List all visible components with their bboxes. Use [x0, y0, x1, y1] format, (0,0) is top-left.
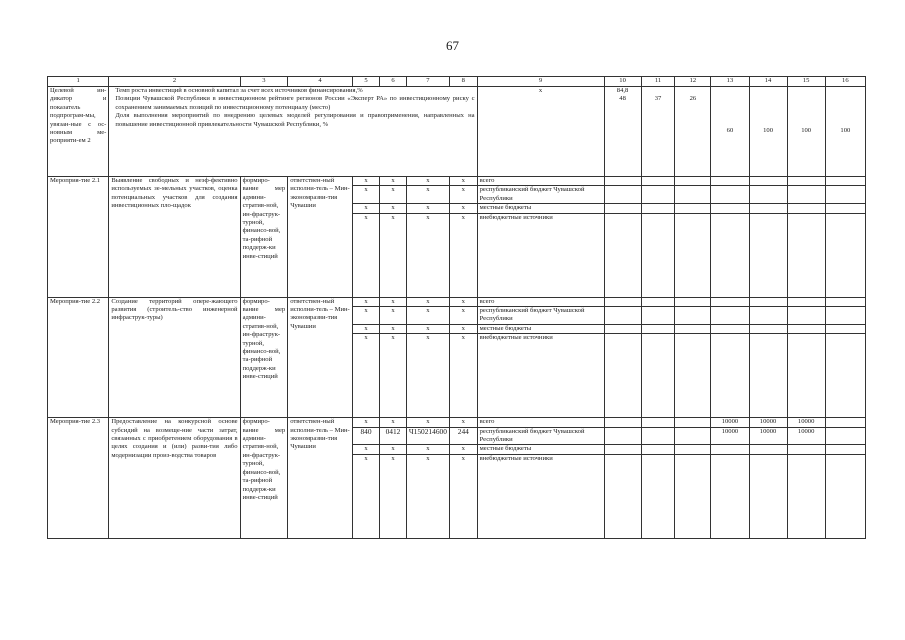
cell-source: внебюджетные источники	[477, 454, 604, 538]
activity-description: Выявление свободных и неэф-фективно используемых зе-мельных участков, оценка потенциальных участков для создания инвестиционных пло-щадок	[109, 177, 240, 298]
value-cell	[711, 454, 749, 538]
value-cell	[749, 213, 787, 297]
page-number: 67	[446, 38, 459, 53]
cell-target-article: x	[406, 418, 449, 427]
value-cell: 10000	[711, 418, 749, 427]
value-cell	[711, 186, 749, 204]
activity-label: Мероприя-тие 2.2	[48, 297, 109, 418]
target-col16	[825, 87, 865, 177]
target-col10	[604, 87, 641, 177]
header-cell: 8	[450, 77, 478, 87]
value-cell	[711, 297, 749, 306]
cell-section: x	[380, 186, 406, 204]
header-cell: 14	[749, 77, 787, 87]
activity-executor: ответствен-ный исполни-тель – Мин-экономразви-тия Чувашии	[288, 297, 353, 418]
cell-grbs: x	[352, 418, 380, 427]
value-cell	[711, 445, 749, 454]
header-cell: 11	[641, 77, 675, 87]
cell-expense-type: x	[450, 177, 478, 186]
header-cell: 1	[48, 77, 109, 87]
value-cell	[787, 186, 825, 204]
value-cell	[749, 186, 787, 204]
cell-section: x	[380, 307, 406, 325]
value-cell: 100	[763, 127, 773, 135]
activity-label: Мероприя-тие 2.1	[48, 177, 109, 298]
indicator-line: Доля выполнения мероприятий по внедрению целевых моделей регулирования и правоприменения, направленных на повышение инвестиционной привлекательности Чувашской Республики, %	[115, 112, 475, 128]
value-cell	[711, 177, 749, 186]
cell-target-article: x	[406, 204, 449, 213]
activity-executor: ответствен-ный исполни-тель – Мин-экономразви-тия Чувашии	[288, 177, 353, 298]
header-cell: 15	[787, 77, 825, 87]
value-cell	[749, 307, 787, 325]
cell-expense-type: x	[450, 307, 478, 325]
value-cell	[787, 334, 825, 418]
header-row	[48, 77, 866, 87]
cell-expense-type: x	[450, 297, 478, 306]
cell-grbs: x	[352, 307, 380, 325]
activity-label: Мероприя-тие 2.3	[48, 418, 109, 539]
cell-target-article: x	[406, 186, 449, 204]
cell-grbs: x	[352, 445, 380, 454]
cell-source: всего	[477, 418, 604, 427]
cell-section: x	[380, 334, 406, 418]
cell-section: x	[380, 177, 406, 186]
value-cell	[711, 213, 749, 297]
value-cell	[787, 445, 825, 454]
cell-expense-type: x	[450, 213, 478, 297]
value-cell: 10000	[787, 427, 825, 445]
value-cell	[787, 204, 825, 213]
cell-target-article: x	[406, 454, 449, 538]
cell-source: местные бюджеты	[477, 445, 604, 454]
header-cell: 16	[825, 77, 865, 87]
cell-source: всего	[477, 297, 604, 306]
cell-section: 0412	[380, 427, 406, 445]
cell-grbs: x	[352, 334, 380, 418]
header-cell: 7	[406, 77, 449, 87]
cell-target-article: x	[406, 297, 449, 306]
value-cell: 84,8	[616, 87, 629, 94]
value-cell: 100	[801, 127, 812, 135]
header-cell: 9	[477, 77, 604, 87]
cell-grbs: x	[352, 454, 380, 538]
value-cell: 60	[726, 127, 734, 135]
cell-grbs: x	[352, 186, 380, 204]
value-cell	[787, 213, 825, 297]
cell-source: местные бюджеты	[477, 324, 604, 333]
cell-expense-type: 244	[450, 427, 478, 445]
header-cell: 12	[675, 77, 711, 87]
cell-source: республиканский бюджет Чувашской Республики	[477, 307, 604, 325]
cell-grbs: x	[352, 324, 380, 333]
value-cell	[787, 454, 825, 538]
header-cell: 13	[711, 77, 749, 87]
cell-expense-type: x	[450, 186, 478, 204]
cell-source: республиканский бюджет Чувашской Республики	[477, 427, 604, 445]
target-col9: x	[477, 87, 604, 177]
value-cell	[749, 177, 787, 186]
cell-section: x	[380, 204, 406, 213]
value-cell: 37	[654, 95, 662, 103]
cell-expense-type: x	[450, 445, 478, 454]
header-cell: 6	[380, 77, 406, 87]
cell-expense-type: x	[450, 204, 478, 213]
activity-row	[48, 177, 866, 186]
value-cell	[711, 204, 749, 213]
value-cell	[711, 307, 749, 325]
target-col14	[749, 87, 787, 177]
cell-grbs: x	[352, 297, 380, 306]
value-cell	[749, 204, 787, 213]
activity-executor: ответствен-ный исполни-тель – Мин-экономразви-тия Чувашии	[288, 418, 353, 539]
cell-target-article: x	[406, 334, 449, 418]
target-indicators-row	[48, 87, 866, 177]
cell-target-article: Ч150214600	[406, 427, 449, 445]
value-cell	[749, 324, 787, 333]
value-cell: 10000	[787, 418, 825, 427]
cell-target-article: x	[406, 307, 449, 325]
cell-expense-type: x	[450, 454, 478, 538]
target-col12	[675, 87, 711, 177]
value-cell	[787, 307, 825, 325]
cell-source: внебюджетные источники	[477, 334, 604, 418]
value-cell: 100	[840, 127, 851, 135]
value-cell: 10000	[711, 427, 749, 445]
value-cell: 10000	[749, 418, 787, 427]
activity-description: Создание территорий опере-жающего развития (строитель-ство инженерной инфраструк-туры)	[109, 297, 240, 418]
header-cell: 3	[240, 77, 288, 87]
activity-row	[48, 297, 866, 306]
budget-table	[47, 76, 866, 539]
value-cell	[711, 324, 749, 333]
cell-section: x	[380, 324, 406, 333]
activity-description: Предоставление на конкурсной основе субсидий на возмеще-ние части затрат, связанных с приобретением оборудования в целях создания и (или) разви-тия либо модернизации произ-водства товаров	[109, 418, 240, 539]
activity-goal: формиро-вание мер админи-стратив-ной, ин-фраструк-турной, финансо-вой, та-рифной поддерж-ки инве-стиций	[240, 297, 288, 418]
indicator-line: Позиции Чувашской Республики в инвестиционном рейтинге регионов России «Эксперт РА» по инвестиционному риску с сохранением занимаемых позиций по инвестиционному потенциалу (место)	[115, 95, 475, 111]
cell-grbs: x	[352, 213, 380, 297]
value-cell	[749, 454, 787, 538]
cell-section: x	[380, 213, 406, 297]
target-label: Целевой ин-дикатор и показатель подпрограм-мы, увязан-ные с ос-новным ме-роприяти-ем 2	[48, 87, 109, 177]
cell-section: x	[380, 418, 406, 427]
cell-source: внебюджетные источники	[477, 213, 604, 297]
value-cell	[787, 297, 825, 306]
cell-source: местные бюджеты	[477, 204, 604, 213]
target-col11	[641, 87, 675, 177]
value-cell: 26	[689, 95, 697, 103]
value-cell	[711, 334, 749, 418]
target-col15	[787, 87, 825, 177]
value-cell	[749, 445, 787, 454]
activity-goal: формиро-вание мер админи-стратив-ной, ин-фраструк-турной, финансо-вой, та-рифной поддерж-ки инве-стиций	[240, 177, 288, 298]
cell-target-article: x	[406, 445, 449, 454]
cell-expense-type: x	[450, 334, 478, 418]
cell-expense-type: x	[450, 418, 478, 427]
cell-grbs: x	[352, 204, 380, 213]
activity-row	[48, 418, 866, 427]
value-cell	[749, 297, 787, 306]
cell-section: x	[380, 454, 406, 538]
cell-grbs: 840	[352, 427, 380, 445]
cell-expense-type: x	[450, 324, 478, 333]
target-col13	[711, 87, 749, 177]
target-text	[109, 87, 477, 177]
activity-goal: формиро-вание мер админи-стратив-ной, ин-фраструк-турной, финансо-вой, та-рифной поддерж-ки инве-стиций	[240, 418, 288, 539]
cell-target-article: x	[406, 324, 449, 333]
value-cell	[787, 324, 825, 333]
value-cell	[749, 334, 787, 418]
cell-target-article: x	[406, 213, 449, 297]
cell-section: x	[380, 297, 406, 306]
value-cell: 10000	[749, 427, 787, 445]
cell-source: республиканский бюджет Чувашской Республики	[477, 186, 604, 204]
cell-section: x	[380, 445, 406, 454]
header-cell: 5	[352, 77, 380, 87]
header-cell: 2	[109, 77, 240, 87]
header-cell: 10	[604, 77, 641, 87]
value-cell: 48	[619, 95, 626, 103]
indicator-line: Темп роста инвестиций в основной капитал за счет всех источников финансирования,%	[115, 87, 363, 94]
cell-source: всего	[477, 177, 604, 186]
header-cell: 4	[288, 77, 353, 87]
cell-target-article: x	[406, 177, 449, 186]
value-cell	[787, 177, 825, 186]
cell-grbs: x	[352, 177, 380, 186]
